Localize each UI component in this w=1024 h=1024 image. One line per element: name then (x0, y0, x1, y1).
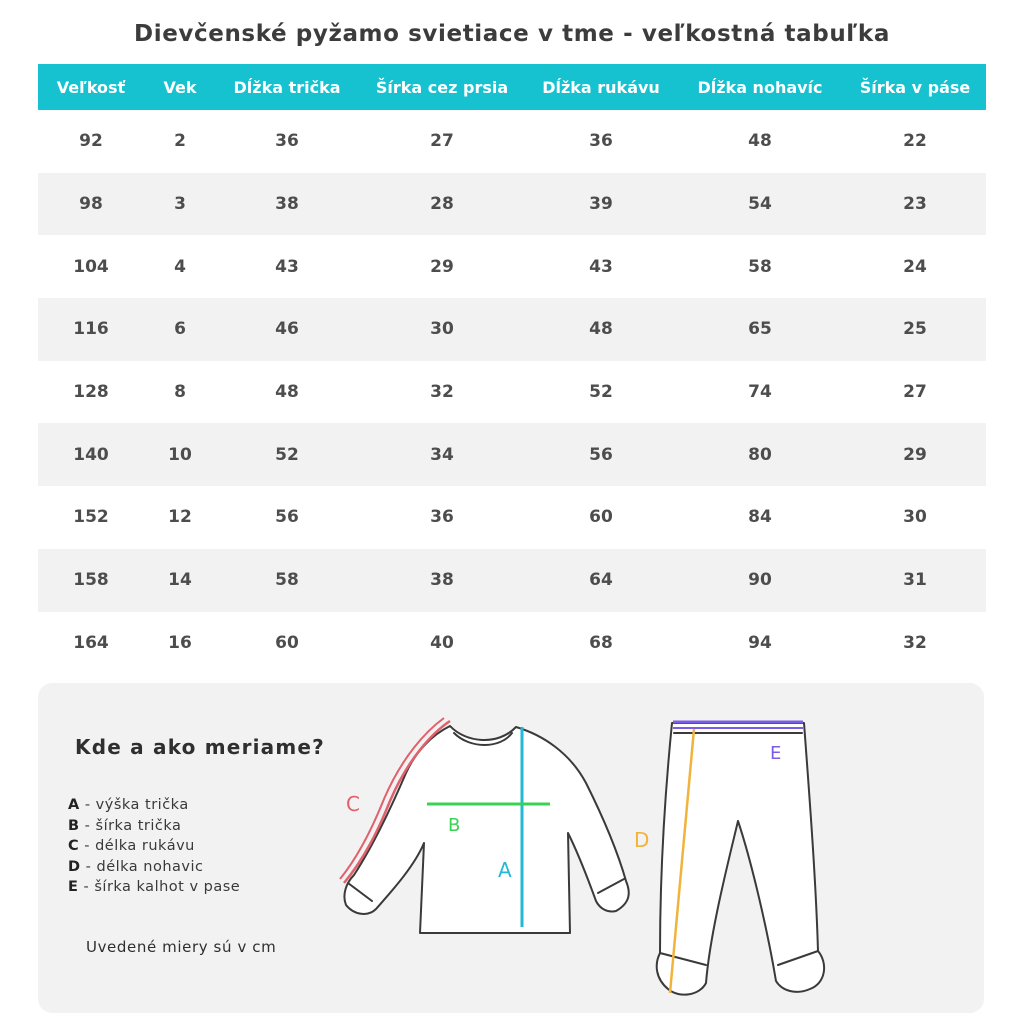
table-row (38, 549, 986, 612)
table-cell: 29 (844, 423, 986, 486)
measure-title: Kde a ako meriame? (75, 735, 325, 759)
shirt-outline-icon (344, 726, 628, 933)
table-cell: 10 (144, 423, 216, 486)
table-cell: 43 (275, 256, 299, 277)
table-cell: 56 (526, 423, 676, 486)
legend-key: E (68, 879, 79, 895)
table-cell: 94 (748, 632, 772, 653)
measurement-guide-panel (38, 683, 984, 1013)
table-cell: 90 (676, 549, 844, 612)
table-cell: 46 (216, 298, 358, 361)
column-header: Šírka cez prsia (358, 64, 526, 110)
table-cell: 48 (526, 298, 676, 361)
table-cell: 92 (79, 131, 103, 152)
table-cell: 164 (73, 632, 109, 653)
table-row (38, 298, 986, 361)
table-cell: 74 (748, 382, 772, 403)
table-cell: 6 (144, 298, 216, 361)
legend-key: B (68, 817, 80, 834)
legend-text: - délka nohavic (80, 858, 204, 875)
legend-text: - šírka kalhot v pase (78, 879, 241, 895)
column-header: Šírka v páse (844, 64, 986, 110)
legend-text: - délka rukávu (79, 838, 195, 854)
table-cell: 39 (526, 173, 676, 236)
column-header: Dĺžka rukávu (526, 64, 676, 110)
column-header: Dĺžka nohavíc (676, 64, 844, 110)
table-cell: 128 (73, 382, 109, 403)
table-cell: 12 (168, 507, 192, 528)
table-cell: 38 (358, 549, 526, 612)
column-header: Vek (144, 64, 216, 110)
table-cell: 2 (174, 131, 186, 152)
table-cell: 30 (358, 298, 526, 361)
table-cell: 14 (144, 549, 216, 612)
table-cell: 48 (748, 131, 772, 152)
table-cell: 64 (526, 549, 676, 612)
table-cell: 29 (430, 256, 454, 277)
legend-key: D (68, 858, 81, 875)
table-cell: 43 (589, 256, 613, 277)
legend-key: C (68, 838, 80, 854)
table-cell: 65 (676, 298, 844, 361)
table-cell: 24 (903, 256, 927, 277)
table-cell: 30 (903, 507, 927, 528)
size-table (38, 64, 986, 674)
table-cell: 58 (748, 256, 772, 277)
table-cell: 32 (430, 382, 454, 403)
label-b: B (448, 815, 461, 836)
table-cell: 40 (430, 632, 454, 653)
table-cell: 36 (430, 507, 454, 528)
units-note: Uvedené miery sú v cm (86, 938, 277, 956)
table-cell: 36 (589, 131, 613, 152)
legend-key: A (68, 797, 80, 813)
table-cell: 140 (38, 423, 144, 486)
table-row (38, 486, 986, 549)
table-cell: 38 (216, 173, 358, 236)
table-cell: 68 (589, 632, 613, 653)
table-cell: 84 (748, 507, 772, 528)
table-row (38, 423, 986, 486)
table-cell: 104 (73, 256, 109, 277)
table-row (38, 361, 986, 424)
legend-text: - výška trička (79, 797, 189, 813)
label-e: E (770, 743, 782, 764)
table-row (38, 173, 986, 236)
table-cell: 158 (38, 549, 144, 612)
table-cell: 54 (676, 173, 844, 236)
table-cell: 23 (844, 173, 986, 236)
table-cell: 80 (676, 423, 844, 486)
table-cell: 48 (275, 382, 299, 403)
table-cell: 4 (174, 256, 186, 277)
table-row (38, 612, 986, 675)
table-cell: 56 (275, 507, 299, 528)
table-cell: 58 (216, 549, 358, 612)
table-cell: 28 (358, 173, 526, 236)
table-cell: 27 (903, 382, 927, 403)
table-cell: 60 (275, 632, 299, 653)
table-cell: 3 (144, 173, 216, 236)
page-title: Dievčenské pyžamo svietiace v tme - veľkostná tabuľka (134, 21, 890, 47)
table-cell: 36 (275, 131, 299, 152)
table-cell: 52 (589, 382, 613, 403)
legend-text: - šírka trička (79, 817, 182, 834)
table-cell: 22 (903, 131, 927, 152)
table-row (38, 110, 986, 173)
table-row (38, 235, 986, 298)
table-cell: 16 (168, 632, 192, 653)
label-d: D (634, 828, 650, 852)
table-cell: 31 (844, 549, 986, 612)
table-cell: 34 (358, 423, 526, 486)
column-header: Dĺžka trička (216, 64, 358, 110)
label-c: C (346, 792, 360, 816)
table-cell: 98 (38, 173, 144, 236)
table-cell: 8 (174, 382, 186, 403)
shirt-drawing (344, 726, 628, 933)
table-cell: 27 (430, 131, 454, 152)
column-header: Veľkosť (38, 64, 144, 110)
table-cell: 25 (844, 298, 986, 361)
table-cell: 152 (73, 507, 109, 528)
table-cell: 52 (216, 423, 358, 486)
table-cell: 60 (589, 507, 613, 528)
table-header-row (38, 64, 986, 110)
label-a: A (498, 858, 512, 882)
table-cell: 116 (38, 298, 144, 361)
table-cell: 32 (903, 632, 927, 653)
garment-illustration (38, 683, 984, 1013)
